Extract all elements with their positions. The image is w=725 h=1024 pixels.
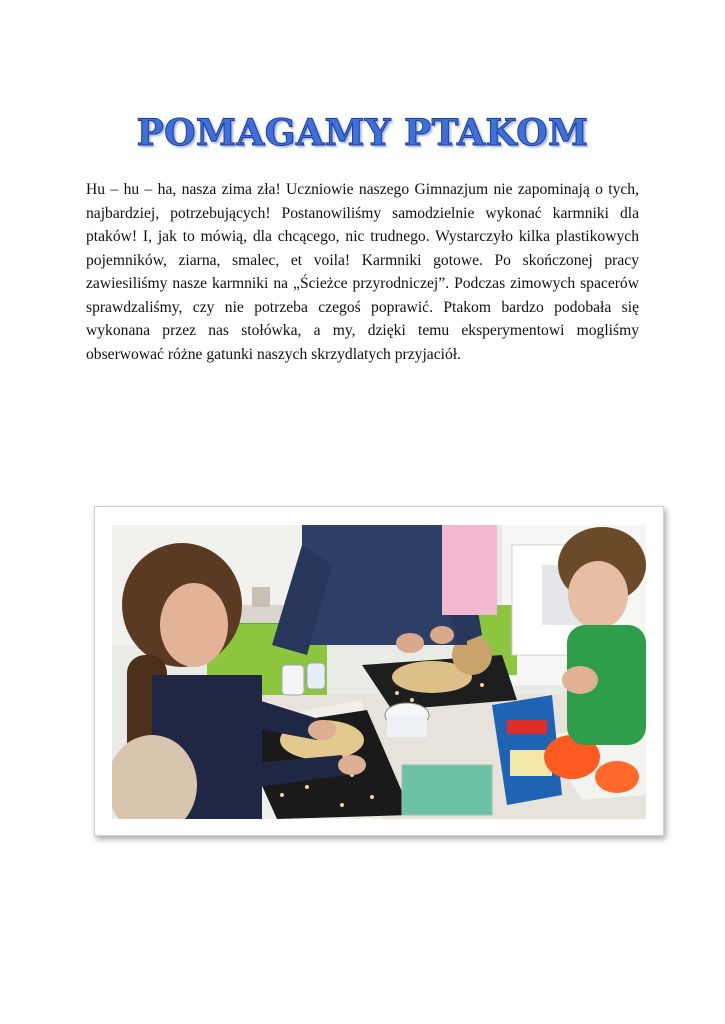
classroom-photo: [112, 525, 646, 819]
article-body: Hu – hu – ha, nasza zima zła! Uczniowie naszego Gimnazjum nie zapominają o tych, najbardziej, potrzebujących! Postanowiliśmy samodzielnie wykonać karmniki dla ptaków! I, jak to mówią, dla chcącego, nic trudnego. Wystarczyło kilka plastikowych pojemników, ziarna, smalec, et voila! Karmniki gotowe. Po skończonej pracy zawiesiliśmy nasze karmniki na „Ścieżce przyrodniczej”. Podczas zimowych spacerów sprawdzaliśmy, czy nie potrzeba czegoś poprawić. Ptakom bardzo podobała się wykonana przez nas stołówka, a my, dzięki temu eksperymentowi mogliśmy obserwować różne gatunki naszych skrzydlatych przyjaciół.: [86, 181, 639, 363]
green-box: [402, 765, 492, 815]
page-title: POMAGAMY PTAKOM: [136, 112, 589, 155]
photo-frame: [94, 506, 664, 836]
